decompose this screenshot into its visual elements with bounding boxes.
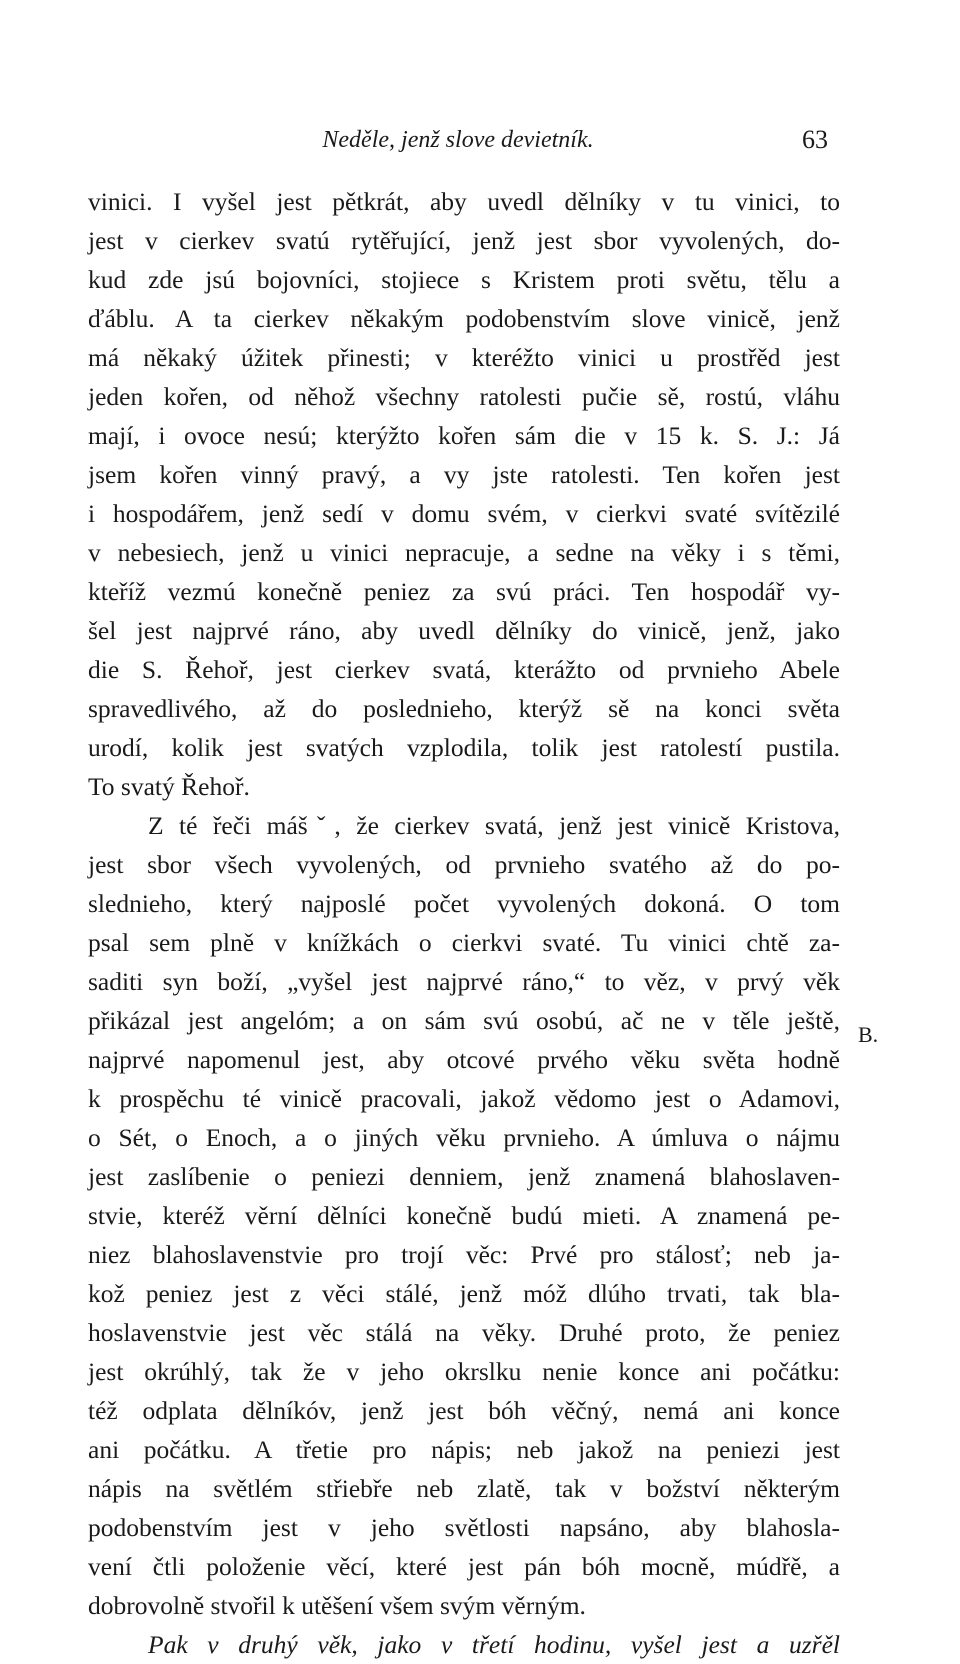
text-line: psal sem plně v knížkách o cierkvi svaté. Tu vinici chtě za- <box>88 928 840 957</box>
text-line: ani počátku. A třetie pro nápis; neb jakož na peniezi jest <box>88 1435 840 1464</box>
text-line: kož peniez jest z věci stálé, jenž móž dlúho trvati, tak bla- <box>88 1279 840 1308</box>
text-line: najprvé napomenul jest, aby otcové prvého věku světa hodně <box>88 1045 840 1074</box>
text-line: saditi syn boží, „vyšel jest najprvé ráno,“ to věz, v prvý věk <box>88 967 840 996</box>
text-line: jest zaslíbenie o peniezi denniem, jenž znamená blahoslaven- <box>88 1162 840 1191</box>
page-number: 63 <box>802 125 828 154</box>
text-line: vení čtli položenie věcí, které jest pán bóh mocně, múdřě, a <box>88 1552 840 1581</box>
text-line: ďáblu. A ta cierkev někakým podobenstvím slove vinicě, jenž <box>88 304 840 333</box>
text-line: i hospodářem, jenž sedí v domu svém, v cierkvi svaté svítězilé <box>88 499 840 528</box>
text-line: jest sbor všech vyvolených, od prvnieho svatého až do po- <box>88 850 840 879</box>
text-line: má někaký úžitek přinesti; v kteréžto vinici u prostřěd jest <box>88 343 840 372</box>
text-line: nápis na světlém střiebře neb zlatě, tak v božství některým <box>88 1474 840 1503</box>
text-line: dobrovolně stvořil k utěšení všem svým věrným. <box>88 1591 586 1620</box>
text-line: Pak v druhý věk, jako v třetí hodinu, vyšel jest a uzřěl <box>148 1630 840 1659</box>
text-line: urodí, kolik jest svatých vzplodila, tolik jest ratolestí pustila. <box>88 733 840 762</box>
text-line: jeden kořen, od něhož všechny ratolesti pučie sě, rostú, vláhu <box>88 382 840 411</box>
text-line: Z té řeči mášˇ, že cierkev svatá, jenž jest vinicě Kristova, <box>148 811 840 840</box>
running-title: Neděle, jenž slove devietník. <box>322 127 594 153</box>
margin-note: B. <box>858 1022 879 1047</box>
text-line: jest v cierkev svatú rytěřující, jenž jest sbor vyvolených, do- <box>88 226 840 255</box>
text-line: šel jest najprvé ráno, aby uvedl dělníky do vinicě, jenž, jako <box>88 616 840 645</box>
body-text <box>88 182 840 1664</box>
text-line: k prospěchu té vinicě pracovali, jakož vědomo jest o Adamovi, <box>88 1084 840 1113</box>
text-line: hoslavenstvie jest věc stálá na věky. Druhé proto, že peniez <box>88 1318 840 1347</box>
text-line: podobenstvím jest v jeho světlosti napsáno, aby blahosla- <box>88 1513 840 1542</box>
text-line: vinici. I vyšel jest pětkrát, aby uvedl dělníky v tu vinici, to <box>88 187 840 216</box>
text-line: niez blahoslavenstvie pro trojí věc: Prvé pro stálosť; neb ja- <box>88 1240 840 1269</box>
text-line: slednieho, který najposlé počet vyvolených dokoná. O tom <box>88 889 840 918</box>
text-line: spravedlivého, až do poslednieho, kterýž sě na konci světa <box>88 694 840 723</box>
text-line: v nebesiech, jenž u vinici nepracuje, a sedne na věky i s těmi, <box>88 538 840 567</box>
text-line: o Sét, o Enoch, a o jiných věku prvnieho. A úmluva o nájmu <box>88 1123 840 1152</box>
text-line: stvie, kteréž věrní dělníci konečně budú mieti. A znamená pe- <box>88 1201 840 1230</box>
text-line: die S. Řehoř, jest cierkev svatá, kterážto od prvnieho Abele <box>88 655 840 684</box>
page-header <box>88 120 828 160</box>
text-line: jest okrúhlý, tak že v jeho okrslku nenie konce ani počátku: <box>88 1357 840 1386</box>
text-line: kud zde jsú bojovníci, stojiece s Kristem proti světu, tělu a <box>88 265 840 294</box>
text-line: jsem kořen vinný pravý, a vy jste ratolesti. Ten kořen jest <box>88 460 840 489</box>
text-line: kteříž vezmú konečně peniez za svú práci. Ten hospodář vy- <box>88 577 840 606</box>
text-line: mají, i ovoce nesú; kterýžto kořen sám die v 15 k. S. J.: Já <box>88 421 840 450</box>
text-line: To svatý Řehoř. <box>88 772 250 801</box>
text-line: přikázal jest angelóm; a on sám svú osobú, ač ne v těle ještě, <box>88 1006 840 1035</box>
text-line: též odplata dělníkóv, jenž jest bóh věčný, nemá ani konce <box>88 1396 840 1425</box>
